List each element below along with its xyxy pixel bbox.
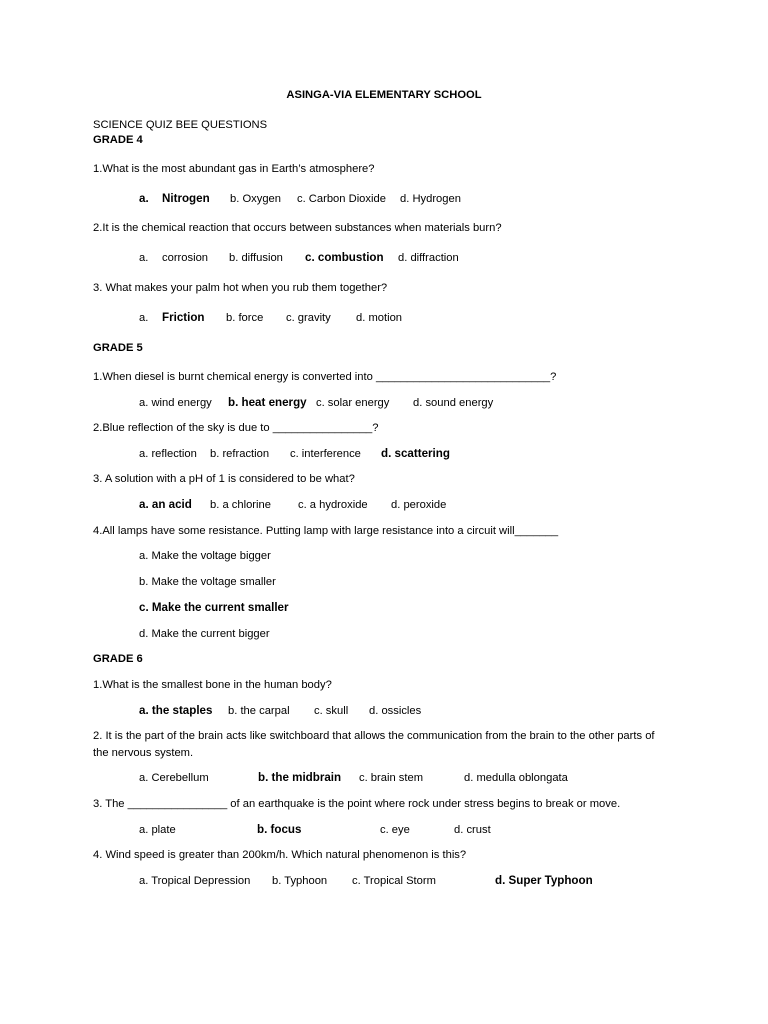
grade-6-label: GRADE 6 (93, 653, 143, 665)
option-correct: Nitrogen (162, 192, 210, 205)
option: d. sound energy (413, 397, 494, 409)
option-correct: c. combustion (305, 251, 384, 264)
option: b. diffusion (229, 252, 283, 264)
option: c. a hydroxide (298, 499, 368, 511)
option: b. Oxygen (230, 193, 281, 205)
question-g5-1: 1.When diesel is burnt chemical energy is converted into ____________________________? (93, 371, 557, 383)
option-correct: c. Make the current smaller (139, 601, 289, 614)
option: c. skull (314, 705, 349, 717)
option: d. medulla oblongata (464, 772, 568, 784)
question-g4-2: 2.It is the chemical reaction that occurs between substances when materials burn? (93, 222, 502, 234)
question-g6-3: 3. The ________________ of an earthquake is the point where rock under stress begins to break or move. (93, 798, 621, 810)
option: a. Cerebellum (139, 772, 209, 784)
question-g6-4: 4. Wind speed is greater than 200km/h. Which natural phenomenon is this? (93, 849, 467, 861)
option: d. peroxide (391, 499, 447, 511)
option: b. force (226, 312, 264, 324)
option: b. Make the voltage smaller (139, 576, 276, 588)
question-g6-2: 2. It is the part of the brain acts like switchboard that allows the communication from the brain to the other parts of the nervous system. (93, 730, 655, 759)
question-g4-3: 3. What makes your palm hot when you rub them together? (93, 282, 388, 294)
school-title: ASINGA-VIA ELEMENTARY SCHOOL (286, 89, 482, 101)
option-letter: a. (139, 192, 149, 205)
option-correct: d. Super Typhoon (495, 874, 593, 887)
option: c. interference (290, 448, 361, 460)
option: a. plate (139, 824, 176, 836)
question-g4-1: 1.What is the most abundant gas in Earth’s atmosphere? (93, 163, 375, 175)
option: a. reflection (139, 448, 197, 460)
option: a. Tropical Depression (139, 875, 251, 887)
option: d. crust (454, 824, 491, 836)
option-letter: a. (139, 252, 149, 264)
option: c. Carbon Dioxide (297, 193, 386, 205)
option-correct: Friction (162, 311, 205, 324)
grade-5-label: GRADE 5 (93, 342, 143, 354)
option: c. Tropical Storm (352, 875, 436, 887)
grade-4-label: GRADE 4 (93, 134, 143, 146)
option-letter: a. (139, 312, 149, 324)
option-correct: b. the midbrain (258, 771, 342, 784)
question-g5-2: 2.Blue reflection of the sky is due to ________________? (93, 422, 379, 434)
option: d. ossicles (369, 705, 422, 717)
option: a. Make the voltage bigger (139, 550, 271, 562)
option-correct: a. the staples (139, 704, 213, 717)
option: corrosion (162, 252, 209, 264)
option: c. gravity (286, 312, 331, 324)
option-correct: d. scattering (381, 447, 450, 460)
option: b. the carpal (228, 705, 290, 717)
option: c. brain stem (359, 772, 424, 784)
option: d. Hydrogen (400, 193, 461, 205)
option: c. solar energy (316, 397, 390, 409)
option: d. Make the current bigger (139, 628, 270, 640)
document-heading: SCIENCE QUIZ BEE QUESTIONS (93, 119, 268, 131)
option: b. a chlorine (210, 499, 271, 511)
question-g5-4: 4.All lamps have some resistance. Putting lamp with large resistance into a circuit will_______ (93, 525, 559, 537)
option: b. Typhoon (272, 875, 328, 887)
question-g6-1: 1.What is the smallest bone in the human body? (93, 679, 332, 691)
question-g5-3: 3. A solution with a pH of 1 is considered to be what? (93, 473, 355, 485)
option-correct: b. heat energy (228, 396, 307, 409)
option: d. diffraction (398, 252, 459, 264)
option: d. motion (356, 312, 403, 324)
option: b. refraction (210, 448, 270, 460)
option: a. wind energy (139, 397, 212, 409)
option: c. eye (380, 824, 410, 836)
option-correct: a. an acid (139, 498, 192, 511)
option-correct: b. focus (257, 823, 302, 836)
